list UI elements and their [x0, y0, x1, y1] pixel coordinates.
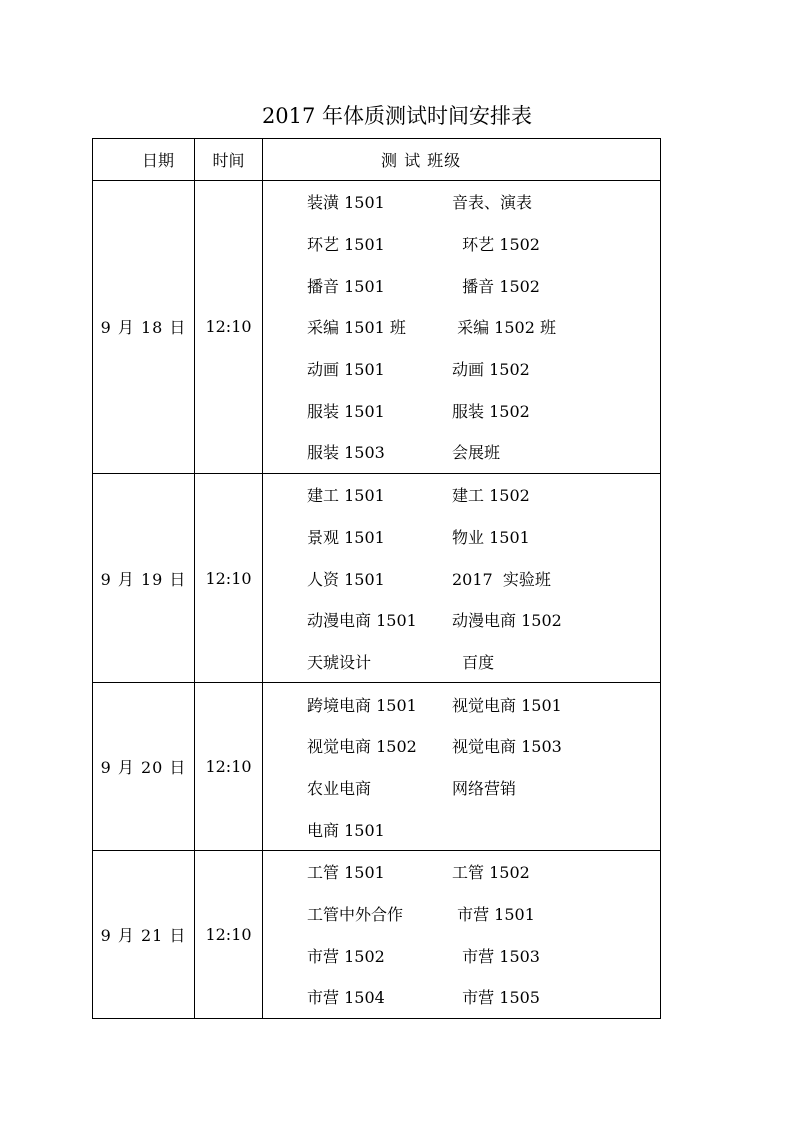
- class-row: [263, 808, 660, 850]
- table-row: [93, 181, 661, 474]
- class-name: 视觉电商 1503: [452, 737, 562, 757]
- class-name: 市营 1503: [452, 946, 540, 966]
- class-name: 环艺 1501: [307, 235, 385, 255]
- page-title: 2017 年体质测试时间安排表: [261, 104, 533, 128]
- class-name: 工管 1502: [452, 863, 530, 883]
- class-name: 人资 1501: [307, 569, 385, 589]
- class-name: 音表、演表: [452, 193, 533, 213]
- class-name: 播音 1501: [307, 276, 385, 296]
- class-list: [263, 181, 661, 474]
- class-name: 动漫电商 1501: [307, 611, 417, 631]
- class-name: 天琥设计: [307, 652, 372, 672]
- time-cell: 12:10: [195, 683, 263, 851]
- class-name: 环艺 1502: [452, 235, 540, 255]
- class-name: 市营 1504: [307, 988, 385, 1008]
- class-row: [263, 767, 660, 809]
- class-name: 会展班: [452, 443, 501, 463]
- class-name: 服装 1501: [307, 401, 385, 421]
- class-list: [263, 473, 661, 682]
- class-row: [263, 851, 660, 893]
- class-name: 建工 1502: [452, 486, 530, 506]
- class-row: [263, 181, 660, 223]
- class-name: 农业电商: [307, 778, 372, 798]
- class-row: [263, 516, 660, 558]
- class-name: 视觉电商 1502: [307, 737, 417, 757]
- class-name: 工管中外合作: [307, 905, 404, 925]
- class-name: 动漫电商 1502: [452, 611, 562, 631]
- table-row: [93, 473, 661, 682]
- class-name: 建工 1501: [307, 486, 385, 506]
- date-cell: 9 月 21 日: [93, 851, 195, 1019]
- class-name: 2017 实验班: [452, 569, 551, 589]
- class-row: [263, 641, 660, 683]
- class-name: 采编 1501 班: [307, 318, 406, 338]
- schedule-table: [92, 138, 661, 1019]
- class-name: 工管 1501: [307, 863, 385, 883]
- class-row: [263, 431, 660, 473]
- date-cell: 9 月 18 日: [93, 181, 195, 474]
- class-name: 景观 1501: [307, 527, 385, 547]
- class-name: 电商 1501: [307, 820, 385, 840]
- class-name: 市营 1501: [452, 905, 535, 925]
- class-row: [263, 306, 660, 348]
- class-name: 采编 1502 班: [452, 318, 556, 338]
- class-name: 服装 1503: [307, 443, 385, 463]
- class-name: 动画 1502: [452, 360, 530, 380]
- class-list: [263, 851, 661, 1019]
- class-name: 动画 1501: [307, 360, 385, 380]
- class-name: 百度: [452, 652, 495, 672]
- class-row: [263, 893, 660, 935]
- class-name: 播音 1502: [452, 276, 540, 296]
- class-row: [263, 976, 660, 1018]
- class-row: [263, 348, 660, 390]
- class-row: [263, 683, 660, 725]
- date-cell: 9 月 20 日: [93, 683, 195, 851]
- class-name: 跨境电商 1501: [307, 695, 417, 715]
- date-cell: 9 月 19 日: [93, 473, 195, 682]
- class-row: [263, 474, 660, 516]
- class-name: 网络营销: [452, 778, 517, 798]
- class-name: 装潢 1501: [307, 193, 385, 213]
- class-row: [263, 223, 660, 265]
- time-cell: 12:10: [195, 473, 263, 682]
- class-name: 物业 1501: [452, 527, 530, 547]
- class-row: [263, 557, 660, 599]
- class-row: [263, 934, 660, 976]
- class-name: 市营 1505: [452, 988, 540, 1008]
- class-row: [263, 725, 660, 767]
- header-classes: 测 试 班级: [263, 139, 661, 181]
- header-date: 日期: [93, 139, 195, 181]
- class-row: [263, 599, 660, 641]
- class-name: 服装 1502: [452, 401, 530, 421]
- class-list: [263, 683, 661, 851]
- class-name: 视觉电商 1501: [452, 695, 562, 715]
- class-row: [263, 264, 660, 306]
- table-header-row: [93, 139, 661, 181]
- header-time: 时间: [195, 139, 263, 181]
- time-cell: 12:10: [195, 851, 263, 1019]
- table-row: [93, 683, 661, 851]
- class-name: 市营 1502: [307, 946, 385, 966]
- class-row: [263, 389, 660, 431]
- time-cell: 12:10: [195, 181, 263, 474]
- table-row: [93, 851, 661, 1019]
